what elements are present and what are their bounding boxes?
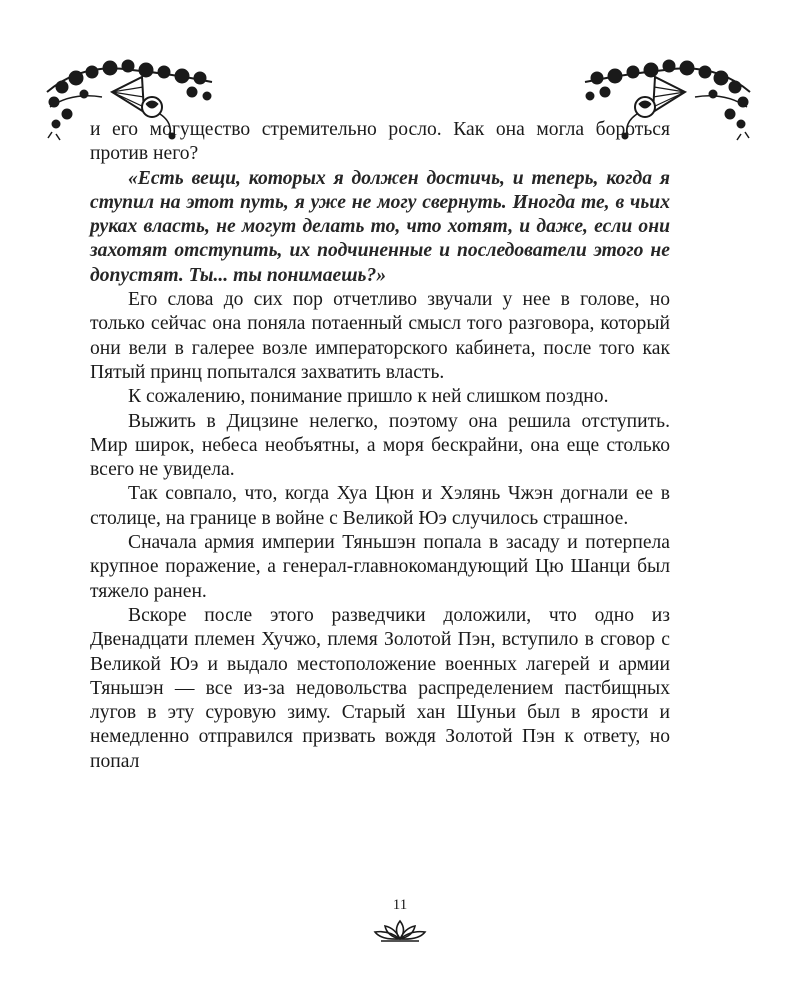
paragraph: и его могущество стремительно росло. Как она могла бороться против него? bbox=[90, 119, 670, 165]
paragraph: К сожалению, понимание пришло к ней слишком поздно. bbox=[128, 386, 609, 408]
paragraph: Сначала армия империи Тяньшэн попала в засаду и потерпела крупное поражение, а генерал-главнокомандующий Цю Шанци был тяжело ранен. bbox=[90, 532, 670, 602]
page-number: 11 bbox=[392, 897, 408, 913]
paragraph: Выжить в Дицзине нелегко, поэтому она решила отступить. Мир широк, небеса необъятны, а моря бескрайни, она еще столько всего не увидела. bbox=[90, 410, 670, 481]
paragraph: Его слова до сих пор отчетливо звучали у нее в голове, но только сейчас она поняла потаенный смысл того разговора, который они вели в галерее возле императорского кабинета, после того как Пятый принц попытался захватить власть. bbox=[90, 289, 670, 383]
paragraph: Вскоре после этого разведчики доложили, что одно из Двенадцати племен Хучжо, племя Золотой Пэн, вступило в сговор с Великой Юэ и выдало местоположение военных лагерей и армии Тяньшэн — все из-за недовольства распределением пастбищных лугов в эту суровую зиму. Старый хан Шуньи был в ярости и немедленно отправился призвать вождя Золотой Пэн к ответу, но попал bbox=[90, 604, 670, 772]
paragraph: Так совпало, что, когда Хуа Цюн и Хэлянь Чжэн догнали ее в столице, на границе в войне с Великой Юэ случилось страшное. bbox=[90, 483, 670, 529]
quoted-paragraph: «Есть вещи, которых я должен достичь, и теперь, когда я ступил на этот путь, я уже не могу свернуть. Иногда те, в чьих руках власть, не могут делать то, что хотят, и даже, если они захотят отступить, их подчиненные и последователи этого не допустят. Ты... ты понимаешь?» bbox=[90, 167, 670, 286]
page-body-text bbox=[90, 118, 670, 774]
lotus-icon bbox=[371, 918, 429, 944]
